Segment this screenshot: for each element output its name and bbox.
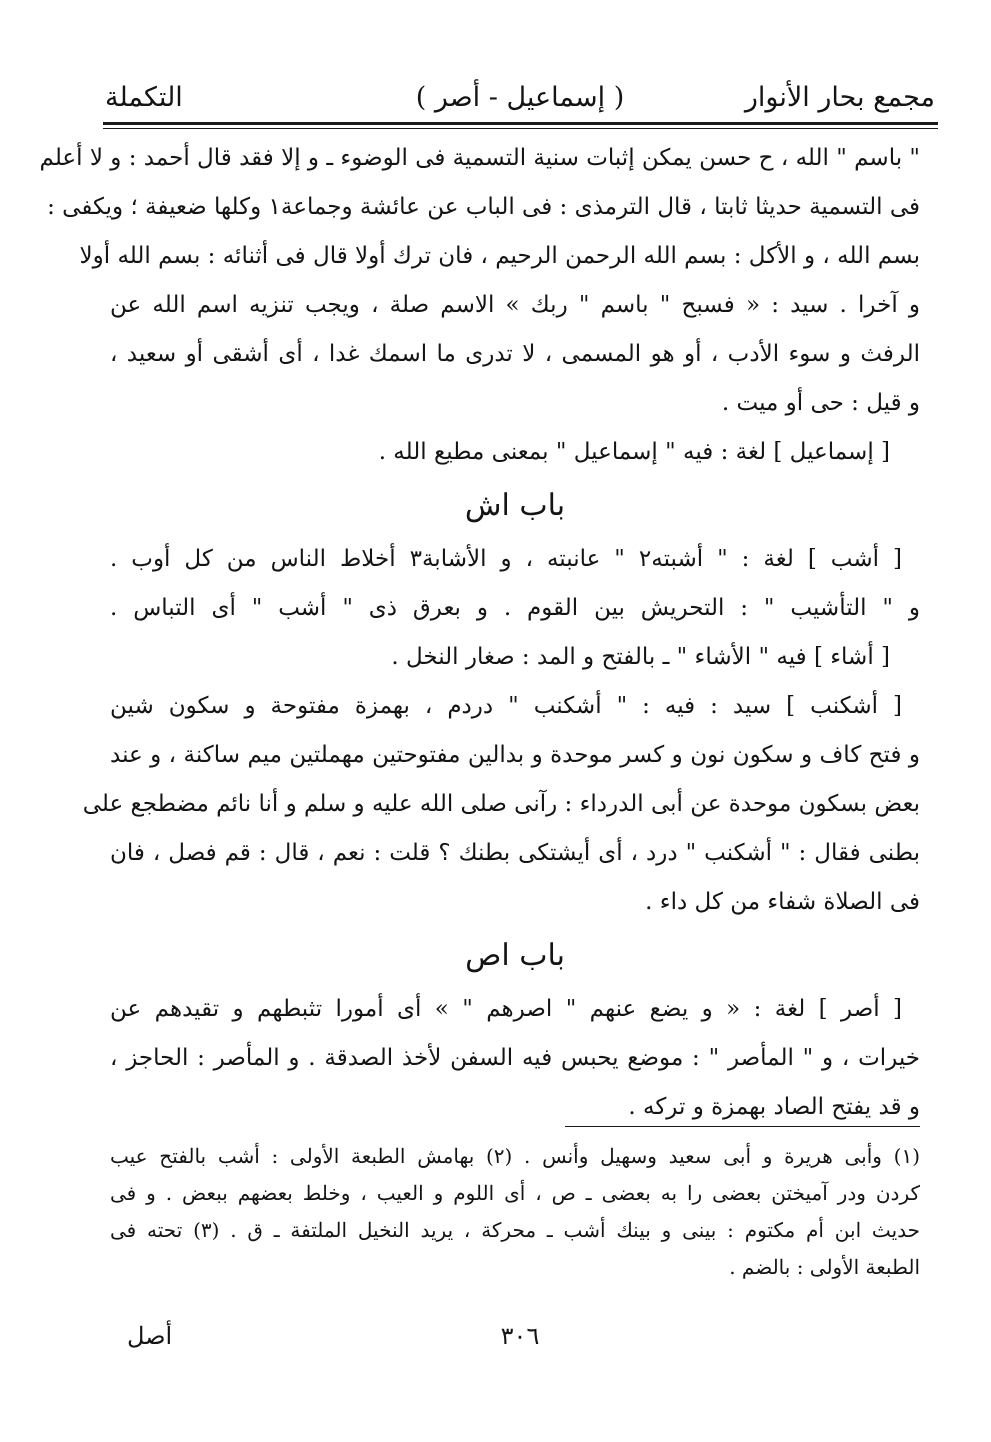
text-line: خيرات ، و " المأصر " : موضع يحبس فيه السفن لأخذ الصدقة . و المأصر : الحاجز ، (110, 1045, 920, 1071)
footnote-line: كردن ودر آميختن بعضى را به بعضى ـ ص ، أى اللوم و العيب ، وخلط بعضهم ببعض . و فى (110, 1181, 920, 1205)
text-line: و آخرا . سيد : « فسبح " باسم " ربك » الاسم صلة ، ويجب تنزيه اسم الله عن (110, 292, 920, 318)
text-line: و " التأشيب " : التحريش بين القوم . و بعرق ذى " أشب " أى التباس . (110, 595, 920, 621)
entry-heading-ismail: [ إسماعيل ] لغة : فيه " إسماعيل " بمعنى مطيع الله . (378, 439, 890, 465)
footnotes (110, 1138, 920, 1286)
entry-heading-ashaa: [ أشاء ] فيه " الأشاء " ـ بالفتح و المد : صغار النخل . (391, 644, 890, 670)
footnote-separator (565, 1126, 920, 1127)
text-line: الرفث و سوء الأدب ، أو هو المسمى ، لا تدرى ما اسمك غدا ، أى أشقى أو سعيد ، (110, 341, 920, 367)
chapter-heading-as: باب اص (465, 938, 565, 973)
footnote-line: (١) وأبى هريرة و أبى سعيد وسهيل وأنس . (٢) بهامش الطبعة الأولى : أشب بالفتح عيب (110, 1144, 921, 1168)
header-rule-thick (103, 122, 938, 125)
text-line: و فتح كاف و سكون نون و كسر موحدة و بدالين مفتوحتين مهملتين ميم ساكنة ، و عند (110, 742, 920, 768)
text-line: فى الصلاة شفاء من كل داء . (645, 889, 920, 915)
running-header (105, 78, 935, 122)
header-volume-label: التكملة (105, 82, 183, 113)
text-line: بسم الله ، و الأكل : بسم الله الرحمن الرحيم ، فان ترك أولا قال فى أثنائه : بسم الله أولا (79, 243, 920, 269)
page-footer (105, 1318, 935, 1358)
entry-heading-asr: [ أصر ] لغة : « و يضع عنهم " اصرهم " » أى أمورا تثبطهم و تقيدهم عن (110, 996, 902, 1022)
entry-heading-ashkanb: [ أشكنب ] سيد : فيه : " أشكنب " دردم ، بهمزة مفتوحة و سكون شين (110, 693, 902, 719)
text-line: بعض بسكون موحدة عن أبى الدرداء : رآنى صلى الله عليه و سلم و أنا نائم مضطجع على (82, 791, 920, 817)
page-number: ٣٠٦ (500, 1322, 540, 1350)
header-rule-thin (103, 128, 938, 129)
text-line: بطنى فقال : " أشكنب " درد ، أى أيشتكى بطنك ؟ قلت : نعم ، قال : قم فصل ، فان (110, 840, 920, 866)
footnote-line: الطبعة الأولى : بالضم . (729, 1255, 920, 1279)
header-section-title: ( إسماعيل - أصر ) (415, 82, 625, 113)
text-line: فى التسمية حديثا ثابتا ، قال الترمذى : فى الباب عن عائشة وجماعة١ وكلها ضعيفة ؛ ويكفى : (47, 194, 920, 220)
entry-heading-ashab: [ أشب ] لغة : " أشبته٢ " عانبته ، و الأشابة٣ أخلاط الناس من كل أوب . (110, 546, 902, 572)
main-text (39, 134, 920, 1132)
header-book-title: مجمع بحار الأنوار (744, 82, 935, 113)
text-line: و قيل : حى أو ميت . (721, 390, 920, 416)
text-line: " باسم " الله ، ح حسن يمكن إثبات سنية التسمية فى الوضوء ـ و إلا فقد قال أحمد : و لا أعلم (39, 145, 920, 171)
footnote-line: حديث ابن أم مكتوم : بينى و بينك أشب ـ محركة ، يريد النخيل الملتفة ـ ق . (٣) تحته فى (110, 1218, 920, 1242)
text-line: و قد يفتح الصاد بهمزة و تركه . (628, 1094, 920, 1120)
catchword: أصل (127, 1322, 173, 1350)
chapter-heading-ash: باب اش (464, 488, 566, 523)
